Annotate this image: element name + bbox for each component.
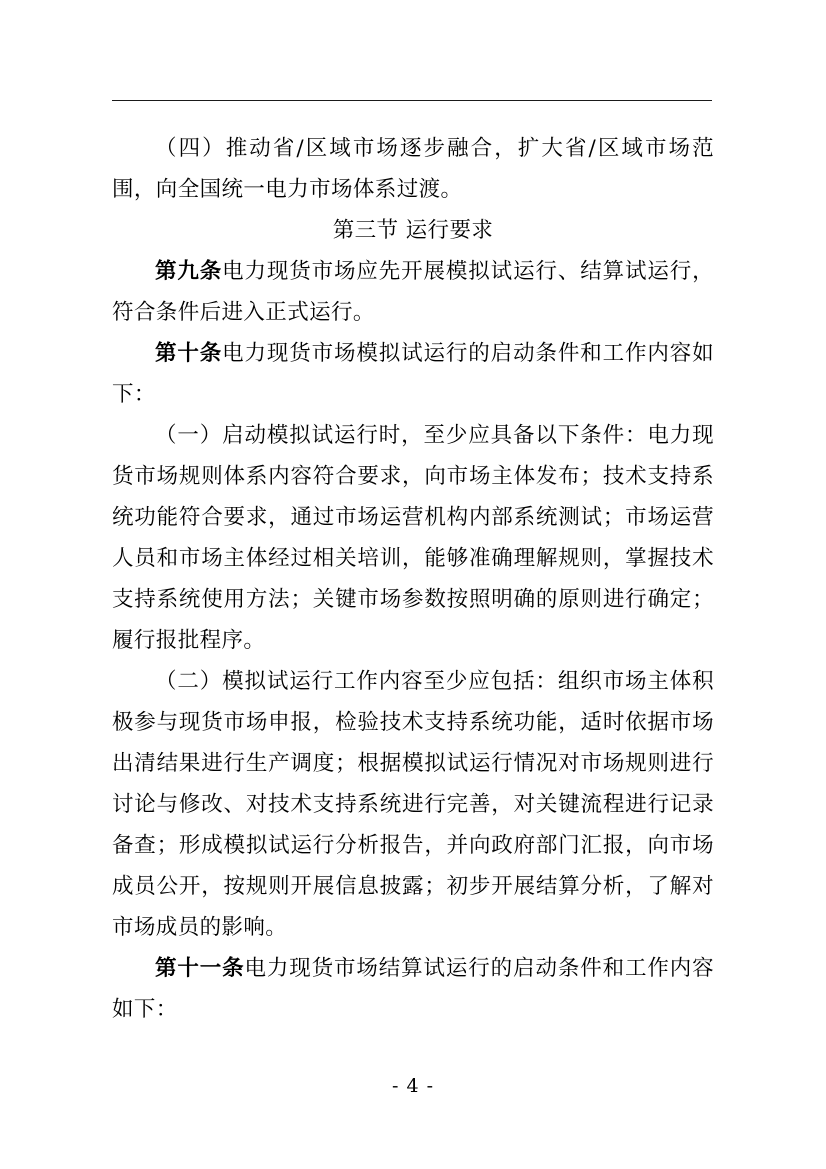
paragraph-text: 电力现货市场应先开展模拟试运行、结算试运行，符合条件后进入正式运行。 xyxy=(112,259,714,325)
document-body xyxy=(112,128,714,1030)
article-ten-label: 第十条 xyxy=(155,341,223,366)
paragraph-text: （二）模拟试运行工作内容至少应包括：组织市场主体积极参与现货市场申报，检验技术支持系统功能，适时依据市场出清结果进行生产调度；根据模拟试运行情况对市场规则进行讨论与修改、对技术支持系统进行完善，对关键流程进行记录备查；形成模拟试运行分析报告，并向政府部门汇报，向市场成员公开，按规则开展信息披露；初步开展结算分析，了解对市场成员的影响。 xyxy=(112,669,714,940)
article-nine-label: 第九条 xyxy=(155,259,223,284)
paragraph-text: 电力现货市场模拟试运行的启动条件和工作内容如下： xyxy=(112,341,714,407)
paragraph-article-ten-item-one xyxy=(112,415,714,661)
section-heading-text: 第三节 运行要求 xyxy=(332,218,494,243)
paragraph-text: （四）推动省/区域市场逐步融合，扩大省/区域市场范围，向全国统一电力市场体系过渡。 xyxy=(112,136,714,202)
paragraph-article-ten xyxy=(112,333,714,415)
paragraph-text: （一）启动模拟试运行时，至少应具备以下条件：电力现货市场规则体系内容符合要求，向市场主体发布；技术支持系统功能符合要求，通过市场运营机构内部系统测试；市场运营人员和市场主体经过相关培训，能够准确理解规则，掌握技术支持系统使用方法；关键市场参数按照明确的原则进行确定；履行报批程序。 xyxy=(112,423,714,653)
article-eleven-label: 第十一条 xyxy=(155,956,245,981)
paragraph-item-four xyxy=(112,128,714,210)
header-rule xyxy=(112,100,712,101)
paragraph-text: 电力现货市场结算试运行的启动条件和工作内容如下： xyxy=(112,956,714,1022)
page-number: - 4 - xyxy=(391,1075,434,1097)
paragraph-article-ten-item-two xyxy=(112,661,714,948)
paragraph-article-nine xyxy=(112,251,714,333)
section-heading xyxy=(112,210,714,251)
paragraph-article-eleven xyxy=(112,948,714,1030)
